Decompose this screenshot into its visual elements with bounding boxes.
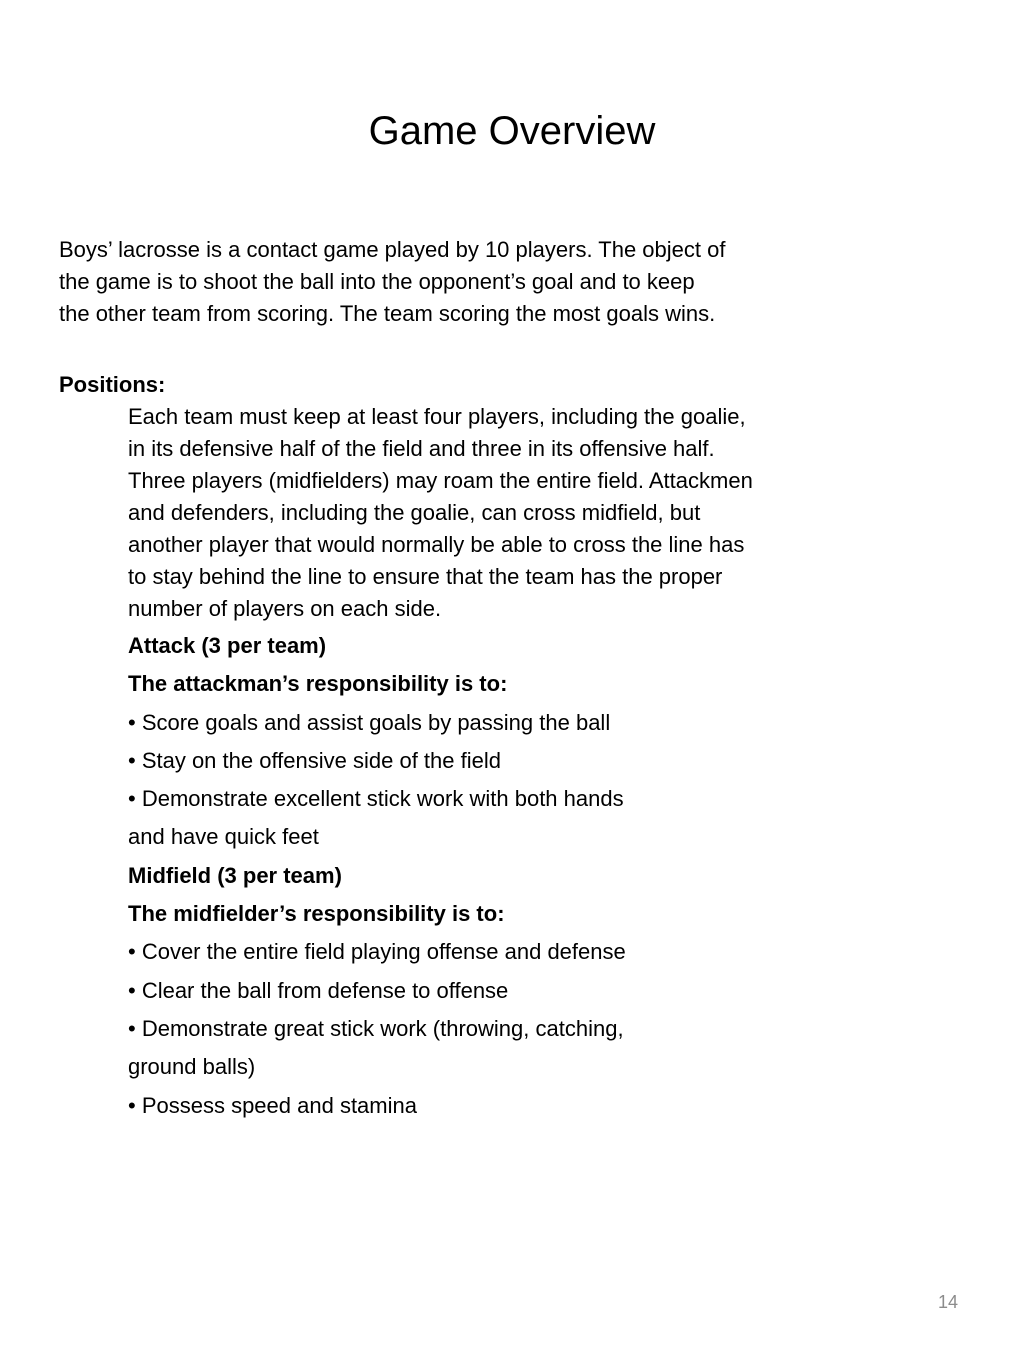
midfield-bullet-continuation: ground balls) xyxy=(128,1054,256,1080)
positions-line: and defenders, including the goalie, can cross midfield, but xyxy=(128,500,701,525)
attack-bullet: • Stay on the offensive side of the field xyxy=(128,747,501,773)
midfield-heading: Midfield (3 per team) xyxy=(128,862,342,888)
intro-line: the game is to shoot the ball into the opponent’s goal and to keep xyxy=(59,269,695,294)
midfield-bullet: • Demonstrate great stick work (throwing, catching, xyxy=(128,1015,624,1041)
intro-line: Boys’ lacrosse is a contact game played by 10 players. The object of xyxy=(59,237,726,262)
midfield-bullet: • Clear the ball from defense to offense xyxy=(128,977,509,1003)
positions-line: another player that would normally be able to cross the line has xyxy=(128,532,745,557)
positions-heading: Positions: xyxy=(59,372,166,397)
midfield-bullet: • Possess speed and stamina xyxy=(128,1092,417,1118)
intro-line: the other team from scoring. The team scoring the most goals wins. xyxy=(59,301,716,326)
positions-line: to stay behind the line to ensure that the team has the proper xyxy=(128,564,723,589)
positions-line: in its defensive half of the field and three in its offensive half. xyxy=(128,436,715,461)
attack-bullet: • Demonstrate excellent stick work with both hands xyxy=(128,786,624,812)
positions-paragraph xyxy=(128,401,928,625)
positions-line: Each team must keep at least four players, including the goalie, xyxy=(128,404,746,429)
intro-paragraph xyxy=(59,234,859,330)
positions-list xyxy=(128,627,928,1125)
midfield-bullet: • Cover the entire field playing offense and defense xyxy=(128,939,626,965)
attack-bullet: • Score goals and assist goals by passing the ball xyxy=(128,709,611,735)
attack-heading: Attack (3 per team) xyxy=(128,633,327,658)
midfield-responsibility: The midfielder’s responsibility is to: xyxy=(128,901,505,927)
attack-bullet-continuation: and have quick feet xyxy=(128,824,319,850)
positions-line: Three players (midfielders) may roam the entire field. Attackmen xyxy=(128,468,753,493)
page-number: 14 xyxy=(937,1292,958,1312)
page-title: Game Overview xyxy=(368,109,656,153)
positions-line: number of players on each side. xyxy=(128,596,442,621)
attack-responsibility: The attackman’s responsibility is to: xyxy=(128,671,508,697)
